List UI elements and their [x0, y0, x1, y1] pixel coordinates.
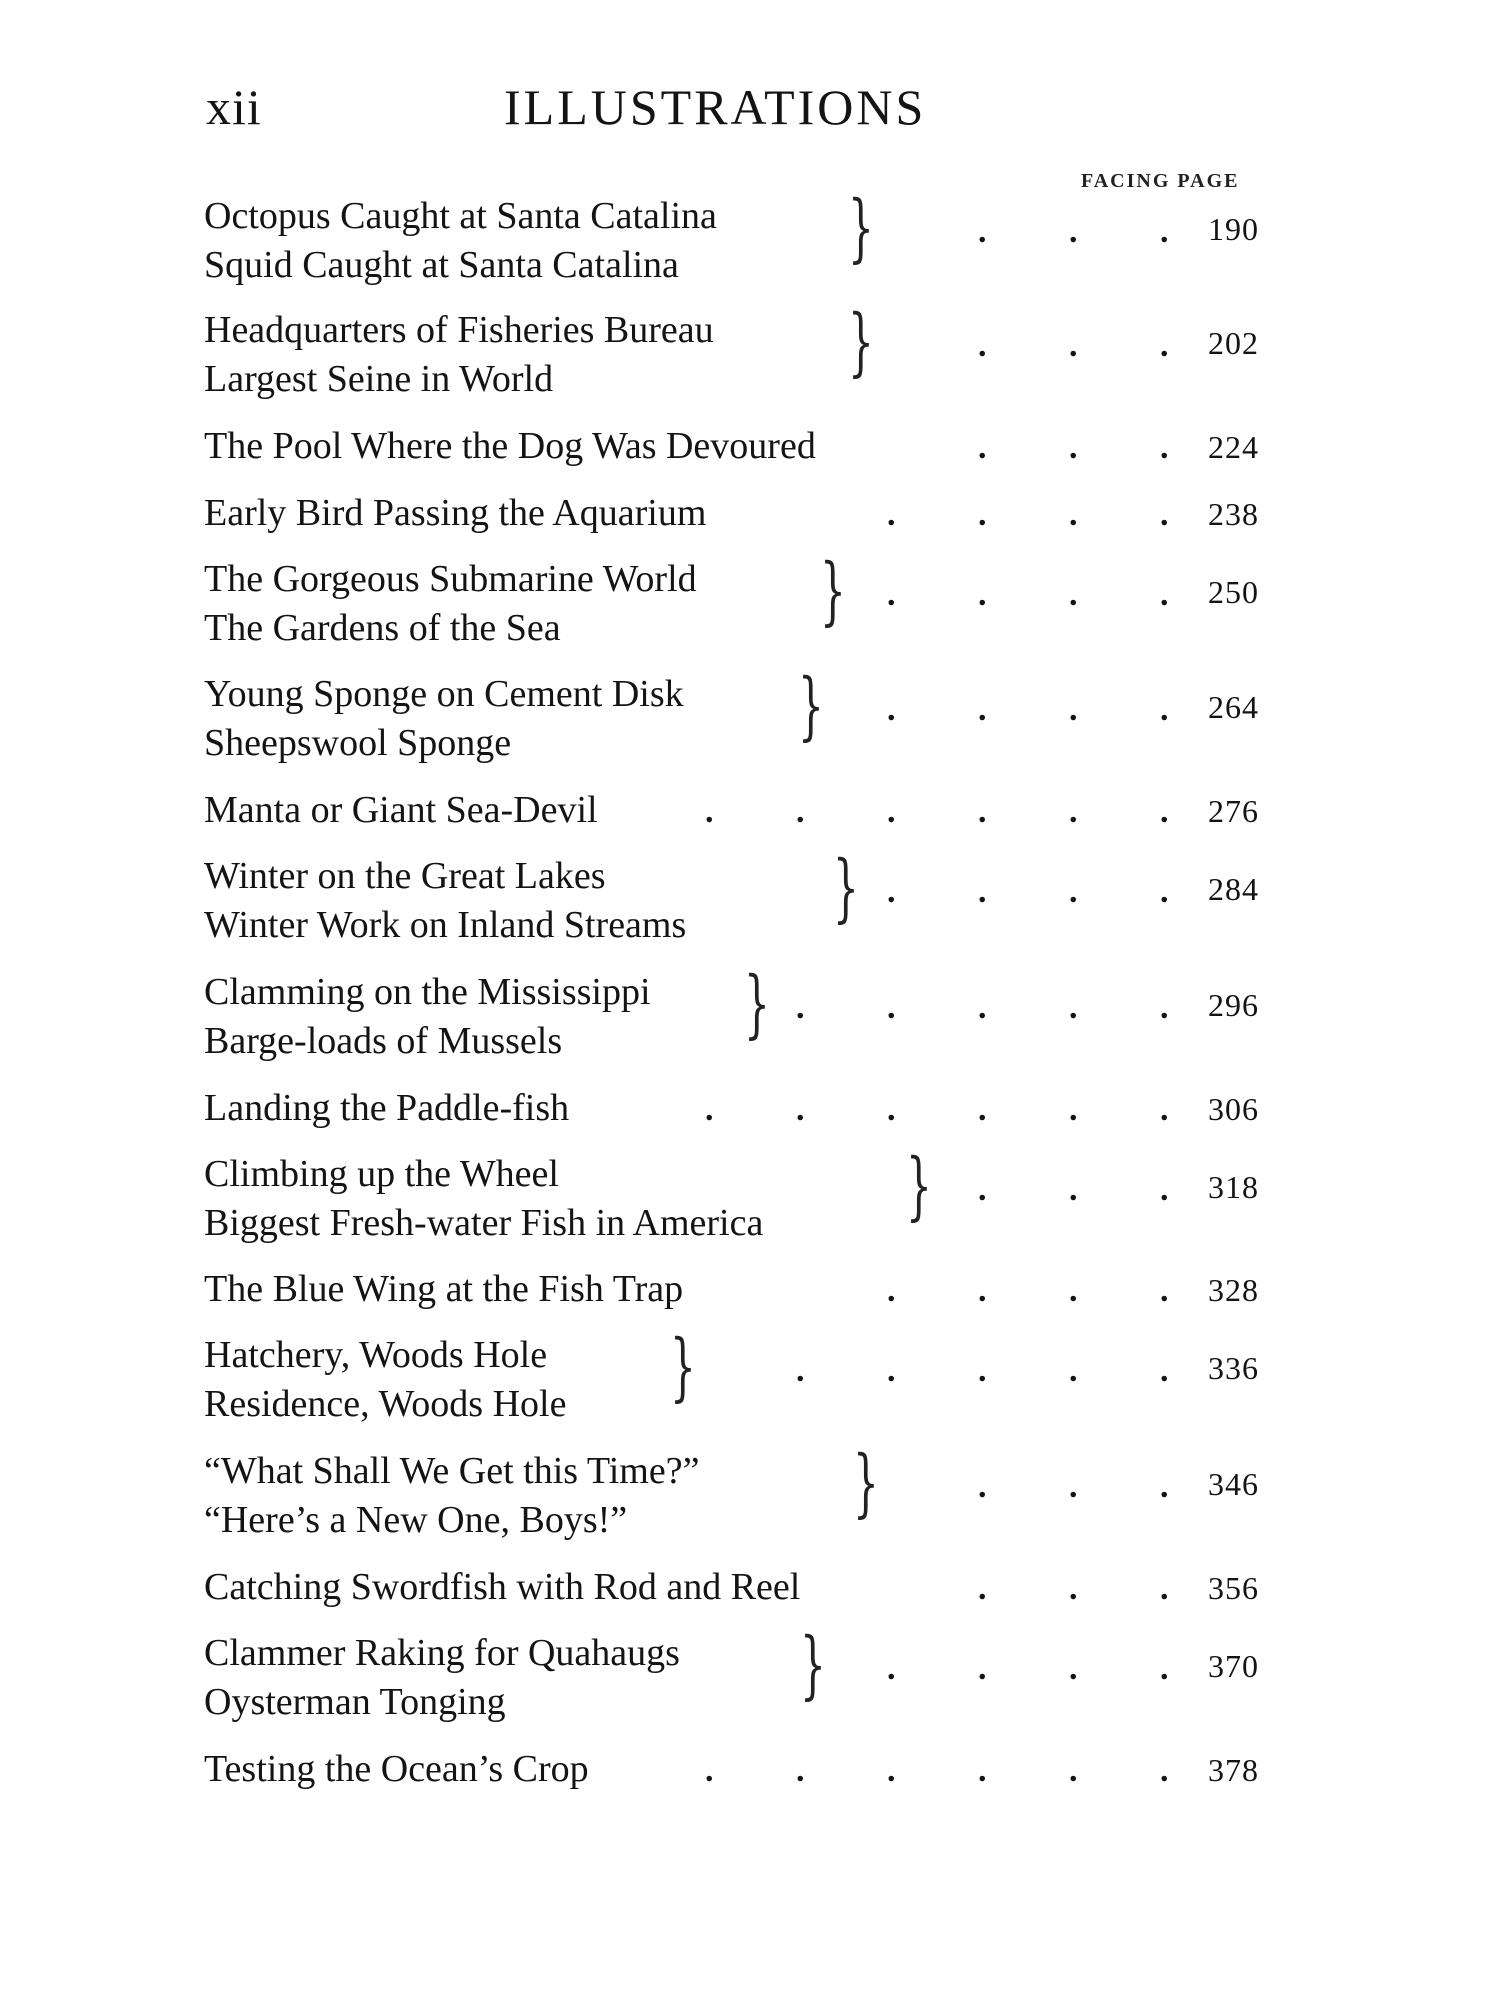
list-item: [0, 548, 1489, 658]
leader-dot: .: [1069, 213, 1078, 250]
leader-dot: .: [1160, 1468, 1169, 1505]
leader-dot: .: [1069, 576, 1078, 613]
list-item: [0, 299, 1489, 409]
illustration-title: Early Bird Passing the Aquarium: [204, 492, 707, 534]
illustration-title: Winter on the Great Lakes: [204, 855, 606, 897]
leader-dot: .: [1069, 1468, 1078, 1505]
illustration-title: Manta or Giant Sea-Devil: [204, 789, 598, 831]
leader-dot: .: [705, 1752, 714, 1789]
facing-page-number: 250: [1208, 574, 1259, 610]
leader-dot: .: [978, 327, 987, 364]
illustration-title: Testing the Ocean’s Crop: [204, 1748, 589, 1790]
right-brace-icon: }: [820, 548, 846, 634]
right-brace-icon: }: [670, 1324, 696, 1410]
illustration-title: “Here’s a New One, Boys!”: [204, 1499, 628, 1541]
leader-dot: .: [978, 496, 987, 533]
list-item: [0, 427, 1489, 476]
illustration-title: Winter Work on Inland Streams: [204, 904, 687, 946]
list-item: [0, 494, 1489, 543]
illustration-title: The Pool Where the Dog Was Devoured: [204, 425, 816, 467]
facing-page-number: 378: [1208, 1752, 1259, 1788]
leader-dot: .: [887, 691, 896, 728]
right-brace-icon: }: [798, 663, 824, 749]
facing-page-number: 370: [1208, 1648, 1259, 1684]
right-brace-icon: }: [744, 961, 770, 1047]
illustration-title: Clammer Raking for Quahaugs: [204, 1632, 680, 1674]
list-item: [0, 1270, 1489, 1319]
right-brace-icon: }: [848, 299, 874, 385]
illustration-title: Sheepswool Sponge: [204, 722, 512, 764]
leader-dot: .: [887, 1091, 896, 1128]
leader-dot: .: [978, 1171, 987, 1208]
facing-page-number: 238: [1208, 496, 1259, 532]
illustration-title: Clamming on the Mississippi: [204, 971, 651, 1013]
facing-page-number: 296: [1208, 987, 1259, 1023]
leader-dot: .: [978, 429, 987, 466]
list-item: [0, 1089, 1489, 1138]
list-item: [0, 1143, 1489, 1253]
list-item: [0, 791, 1489, 840]
leader-dot: .: [796, 1752, 805, 1789]
leader-dot: .: [1160, 989, 1169, 1026]
facing-page-number: 336: [1208, 1350, 1259, 1386]
leader-dot: .: [1069, 1091, 1078, 1128]
leader-dot: .: [887, 1752, 896, 1789]
leader-dot: .: [1069, 793, 1078, 830]
leader-dot: .: [1069, 327, 1078, 364]
leader-dot: .: [1160, 873, 1169, 910]
leader-dot: .: [978, 873, 987, 910]
illustration-title: “What Shall We Get this Time?”: [204, 1450, 700, 1492]
facing-page-number: 328: [1208, 1272, 1259, 1308]
leader-dot: .: [887, 496, 896, 533]
illustration-title: Young Sponge on Cement Disk: [204, 673, 684, 715]
leader-dot: .: [1069, 873, 1078, 910]
leader-dot: .: [978, 1570, 987, 1607]
leader-dot: .: [796, 1352, 805, 1389]
leader-dot: .: [1160, 1091, 1169, 1128]
leader-dot: .: [1160, 496, 1169, 533]
list-item: [0, 663, 1489, 773]
illustration-title: Barge-loads of Mussels: [204, 1020, 563, 1062]
leader-dot: .: [1160, 429, 1169, 466]
illustration-title: The Gorgeous Submarine World: [204, 558, 697, 600]
page-number: xii: [206, 79, 262, 135]
facing-page-number: 202: [1208, 325, 1259, 361]
leader-dot: .: [796, 989, 805, 1026]
leader-dot: .: [887, 1352, 896, 1389]
illustration-title: Oysterman Tonging: [204, 1681, 506, 1723]
illustration-title: The Blue Wing at the Fish Trap: [204, 1268, 684, 1310]
illustration-title: Landing the Paddle-fish: [204, 1087, 570, 1129]
leader-dot: .: [1069, 1272, 1078, 1309]
leader-dot: .: [1069, 1752, 1078, 1789]
right-brace-icon: }: [906, 1143, 932, 1229]
leader-dot: .: [1069, 989, 1078, 1026]
leader-dot: .: [1069, 1352, 1078, 1389]
right-brace-icon: }: [853, 1440, 879, 1526]
facing-page-number: 224: [1208, 429, 1259, 465]
list-item: [0, 1568, 1489, 1617]
right-brace-icon: }: [800, 1622, 826, 1708]
list-item: [0, 1750, 1489, 1799]
leader-dot: .: [1069, 429, 1078, 466]
leader-dot: .: [1160, 1272, 1169, 1309]
leader-dot: .: [1069, 496, 1078, 533]
right-brace-icon: }: [833, 845, 859, 931]
page-title: ILLUSTRATIONS: [504, 79, 927, 135]
facing-page-number: 346: [1208, 1466, 1259, 1502]
leader-dot: .: [1069, 691, 1078, 728]
leader-dot: .: [887, 1650, 896, 1687]
list-item: [0, 961, 1489, 1071]
illustration-title: Headquarters of Fisheries Bureau: [204, 309, 714, 351]
leader-dot: .: [1160, 1352, 1169, 1389]
facing-page-number: 284: [1208, 871, 1259, 907]
leader-dot: .: [978, 1650, 987, 1687]
leader-dot: .: [887, 989, 896, 1026]
illustration-title: Biggest Fresh-water Fish in America: [204, 1202, 764, 1244]
list-item: [0, 1440, 1489, 1550]
leader-dot: .: [1160, 1650, 1169, 1687]
leader-dot: .: [1069, 1570, 1078, 1607]
illustration-title: Climbing up the Wheel: [204, 1153, 559, 1195]
list-item: [0, 185, 1489, 295]
leader-dot: .: [887, 873, 896, 910]
leader-dot: .: [1069, 1171, 1078, 1208]
illustration-title: Hatchery, Woods Hole: [204, 1334, 548, 1376]
leader-dot: .: [705, 1091, 714, 1128]
facing-page-number: 276: [1208, 793, 1259, 829]
leader-dot: .: [978, 213, 987, 250]
illustration-title: Squid Caught at Santa Catalina: [204, 244, 679, 286]
leader-dot: .: [887, 1272, 896, 1309]
leader-dot: .: [887, 576, 896, 613]
facing-page-number: 306: [1208, 1091, 1259, 1127]
facing-page-number: 190: [1208, 211, 1259, 247]
leader-dot: .: [705, 793, 714, 830]
leader-dot: .: [887, 793, 896, 830]
leader-dot: .: [1160, 1752, 1169, 1789]
leader-dot: .: [1160, 576, 1169, 613]
right-brace-icon: }: [848, 185, 874, 271]
illustration-title: Octopus Caught at Santa Catalina: [204, 195, 717, 237]
facing-page-number: 318: [1208, 1169, 1259, 1205]
leader-dot: .: [796, 793, 805, 830]
illustration-title: Largest Seine in World: [204, 358, 554, 400]
leader-dot: .: [978, 793, 987, 830]
leader-dot: .: [978, 1752, 987, 1789]
illustration-title: Catching Swordfish with Rod and Reel: [204, 1566, 801, 1608]
leader-dot: .: [1160, 1171, 1169, 1208]
list-item: [0, 1324, 1489, 1434]
leader-dot: .: [1160, 213, 1169, 250]
leader-dot: .: [978, 989, 987, 1026]
facing-page-label: FACING PAGE: [1081, 170, 1240, 192]
leader-dot: .: [1160, 1570, 1169, 1607]
leader-dot: .: [978, 1091, 987, 1128]
leader-dot: .: [978, 1352, 987, 1389]
leader-dot: .: [978, 1272, 987, 1309]
facing-page-number: 356: [1208, 1570, 1259, 1606]
illustration-title: Residence, Woods Hole: [204, 1383, 567, 1425]
leader-dot: .: [978, 1468, 987, 1505]
list-item: [0, 1622, 1489, 1732]
leader-dot: .: [796, 1091, 805, 1128]
facing-page-number: 264: [1208, 689, 1259, 725]
leader-dot: .: [978, 576, 987, 613]
leader-dot: .: [1069, 1650, 1078, 1687]
list-item: [0, 845, 1489, 955]
leader-dot: .: [978, 691, 987, 728]
illustration-title: The Gardens of the Sea: [204, 607, 561, 649]
leader-dot: .: [1160, 793, 1169, 830]
leader-dot: .: [1160, 327, 1169, 364]
leader-dot: .: [1160, 691, 1169, 728]
